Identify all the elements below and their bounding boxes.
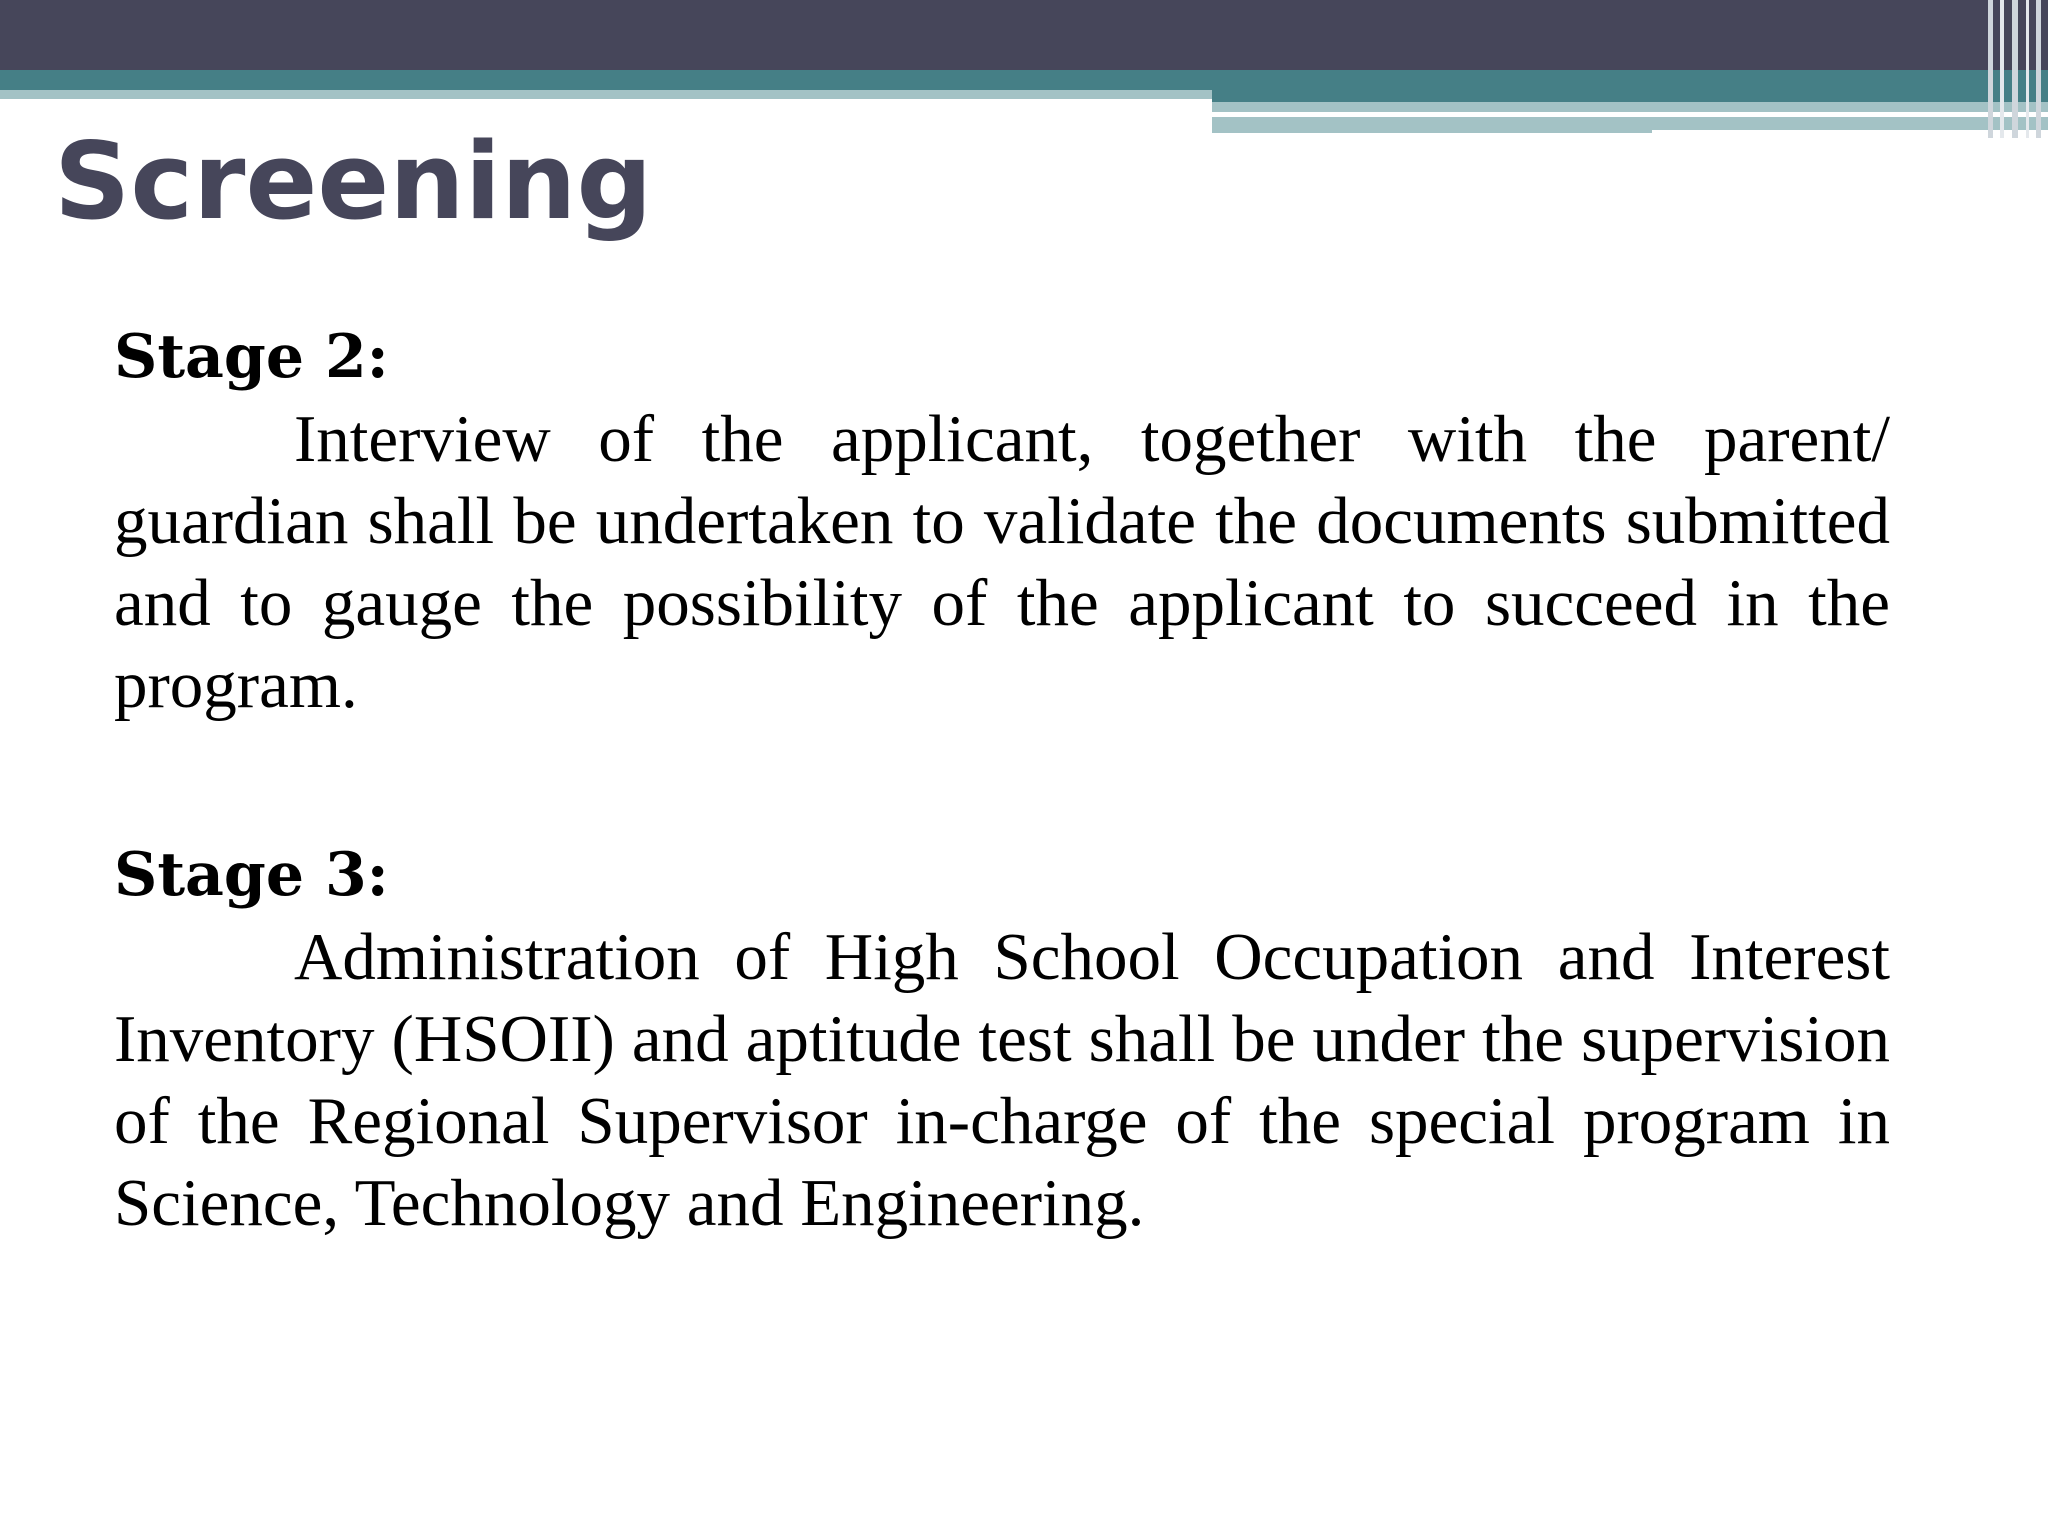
header-band-light-right — [1212, 102, 2048, 112]
stage-2-section — [114, 316, 1890, 726]
stage-description: Administration of High School Occupation and Interest Inventory (HSOII) and aptitude test shall be under the supervision of the Regional Supervisor in-charge of the special program in Science, Technology and Engineering. — [114, 920, 1890, 1240]
header-band-light-left — [0, 90, 1212, 99]
stage-3-section — [114, 834, 1890, 1244]
header-band-dark — [0, 0, 2048, 70]
slide-title: Screening — [54, 120, 653, 243]
header-stripe — [2012, 0, 2018, 138]
stage-heading: Stage 3: — [114, 840, 389, 910]
header-stripe — [1988, 0, 1993, 138]
header-stripe — [2000, 0, 2004, 138]
stage-description: Interview of the applicant, together with the parent/ guardian shall be undertaken to validate the documents submitted and to gauge the possibility of the applicant to succeed in the program. — [114, 402, 1890, 722]
header-band-teal-right — [1212, 90, 2048, 102]
header-stripe — [2036, 0, 2041, 138]
section-spacer — [114, 726, 1890, 834]
header-band-teal — [0, 70, 2048, 90]
stage-heading: Stage 2: — [114, 322, 389, 392]
slide-body — [114, 316, 1890, 1244]
header-stripe — [2026, 0, 2029, 138]
